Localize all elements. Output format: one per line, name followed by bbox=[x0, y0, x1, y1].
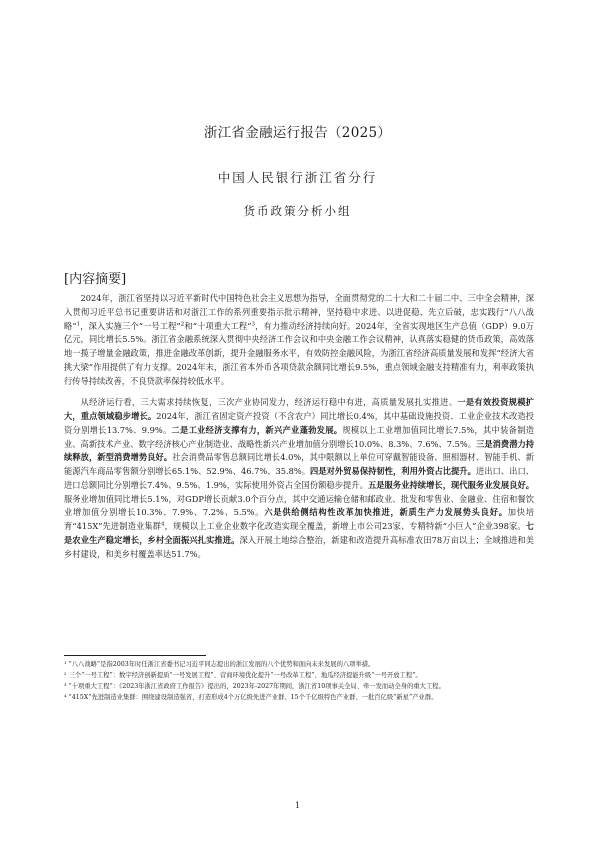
key-point-heading: 三是消费潜力持续释放，新型消费增势良好。 bbox=[64, 438, 535, 463]
body-text-run: 和“十项重大工程” bbox=[184, 320, 252, 331]
issuing-organization: 中国人民银行浙江省分行 bbox=[217, 170, 378, 185]
body-text-run: 加快培育“415X”先进制造业集群 bbox=[64, 507, 535, 531]
key-point-heading: 六是供给侧结构性改革加快推进，新质生产力发展势头良好。 bbox=[264, 507, 508, 518]
page-number: 1 bbox=[294, 801, 301, 810]
abstract-body bbox=[64, 292, 534, 569]
footnote-marker: 4 bbox=[161, 521, 165, 528]
abstract-heading: [内容摘要] bbox=[64, 272, 127, 287]
footnote-marker: 3 bbox=[251, 320, 255, 327]
report-title: 浙江省金融运行报告（2025） bbox=[203, 125, 392, 141]
footnote-item: ³ “十项重大工程”：《2023年浙江省政府工作报告》提出的，2023年-2027年期间，浙江省10项事关全局、牵一发而动全身的重大工程。 bbox=[64, 682, 445, 690]
key-point-heading: 七是农业生产稳定增长，乡村全面振兴扎实推进。 bbox=[64, 521, 535, 545]
body-text-run: 服务业增加值同比增长5.1%，对GDP增长贡献3.0个百分点，其中交通运输仓储和邮政业、批发和零售业、金融业、住宿和餐饮业增加值分别增长10.3%、7.9%、7.2%、5.5%。 bbox=[64, 493, 534, 518]
body-text-run: 规模以上工业增加值同比增长7.5%，其中装备制造业、高新技术产业、数字经济核心产业制造业、战略性新兴产业增加值分别增长10.0%、8.3%、7.6%、7.5%。 bbox=[64, 424, 534, 449]
key-point-heading: 四是对外贸易保持韧性，利用外资占比提升。 bbox=[310, 466, 476, 476]
authoring-group: 货币政策分析小组 bbox=[243, 204, 352, 218]
footnote-marker: 1 bbox=[76, 320, 81, 327]
footnotes bbox=[64, 660, 534, 704]
footnote-item: ⁴ “415X”先进制造业集群：围绕建设制造强省，打造形成4个万亿级先进产业群、15个千亿级特色产业群、一批百亿级“新星”产业群。 bbox=[64, 693, 438, 701]
body-paragraph bbox=[64, 292, 534, 388]
footnote-marker: 2 bbox=[180, 320, 185, 327]
key-point-heading: 五是服务业持续增长，现代服务业发展良好。 bbox=[367, 479, 535, 490]
body-text-run: 深入开展土地综合整治，新建和改造提升高标准农田78万亩以上；全域推进和美乡村建设，和美乡村覆盖率达51.7%。 bbox=[64, 534, 535, 559]
footnote-item: ² 三个“一号工程”：数字经济创新提质“一号发展工程”、营商环境优化提升“一号改革工程”、地瓜经济提能升级“一号开放工程”。 bbox=[64, 671, 422, 679]
footnote-divider bbox=[64, 655, 206, 656]
body-text-run: 2024年，浙江省固定资产投资（不含农户）同比增长0.4%，其中基础设施投资、工业企业技术改造投资分别增长13.7%、9.9%。 bbox=[64, 411, 534, 435]
body-paragraph bbox=[64, 396, 534, 561]
footnote-item: ¹ “八八战略”是指2003年时任浙江省委书记习近平同志提出的浙江发展的八个优势和面向未来发展的八项举措。 bbox=[64, 661, 375, 668]
body-text-run: ，深入实施三个“一号工程” bbox=[80, 320, 181, 331]
body-text-run: 从经济运行看，三大需求持续恢复，三次产业协同发力，经济运行稳中有进，高质量发展扎实推进。 bbox=[80, 397, 458, 408]
body-text-run: 进出口、出口、进口总额同比分别增长7.4%、9.5%、1.9%，实际使用外资占全国份额稳步提升。 bbox=[64, 466, 534, 490]
key-point-heading: 一是有效投资规模扩大，重点领域稳步增长。 bbox=[64, 397, 534, 421]
body-text-run: 社会消费品零售总额同比增长4.0%，其中限额以上单位可穿戴智能设备、照相器材、智能手机、新能源汽车商品零售额分别增长65.1%、52.9%、46.7%、35.8%。 bbox=[64, 452, 534, 476]
body-text-run: ，有力推动经济持续向好。2024年，全省实现地区生产总值（GDP）9.0万亿元，同比增长5.5%。浙江省金融系统深入贯彻中央经济工作会议和中央金融工作会议精神，认真落实稳健的货币政策，高效落地一揽子增量金融政策，推进金融改革创新，提升金融服务水平，有效防控金融风险，为浙江省经济高质量发展和发挥“经济大省挑大梁”作用提供了有力支撑。2024年末，浙江省本外币各项贷款余额同比增长9.5%，重点领域金融支持精准有力，利率政策执行传导持续改善，不良贷款率保持较低水平。 bbox=[64, 320, 535, 386]
key-point-heading: 二是工业经济支撑有力，新兴产业蓬勃发展。 bbox=[171, 424, 343, 435]
body-text-run: ，规模以上工业企业数字化改造实现全覆盖，新增上市公司23家、专精特新“小巨人”企业398家。 bbox=[164, 521, 526, 531]
body-text-run: 2024年，浙江省坚持以习近平新时代中国特色社会主义思想为指导，全面贯彻党的二十大和二十届二中、三中全会精神，深入贯彻习近平总书记重要讲话和对浙江工作的系列重要指示批示精神，坚持稳中求进、以进促稳、先立后破，忠实践行“八八战略” bbox=[64, 293, 534, 331]
